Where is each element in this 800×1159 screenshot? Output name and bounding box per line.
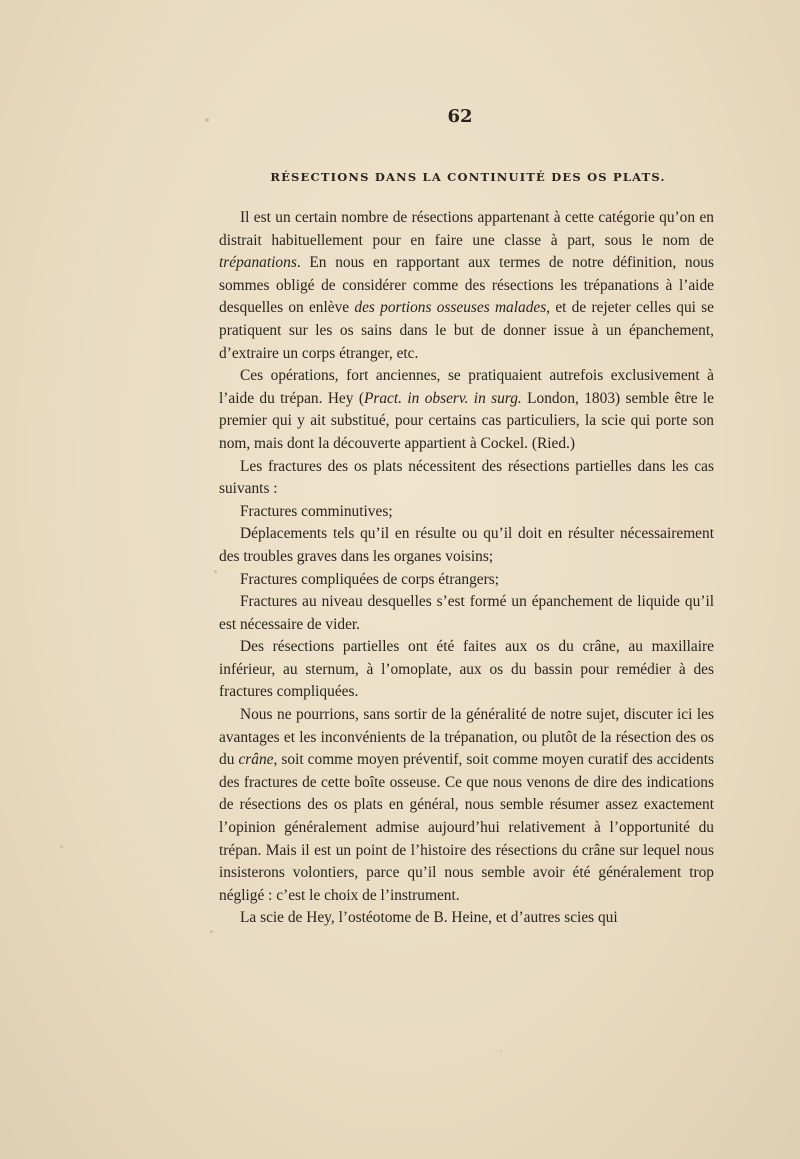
- paragraph: [219, 704, 714, 907]
- italic-text: crâne: [238, 751, 274, 769]
- italic-text: trépanations: [219, 254, 297, 272]
- paragraph: [219, 907, 714, 930]
- text-run: , soit comme moyen préventif, soit comme moyen curatif des accidents des fractures de cette boîte osseuse. Ce que nous venons de dire des indications de résections des os plats en général, nous semble résumer assez exactement l’opinion généralement admise aujourd’hui relativement à l’opportunité du trépan. Mais il est un point de l’histoire des résections du crâne sur lequel nous insisterons volontiers, parce qu’il nous semble avoir été généralement trop négligé : c’est le choix de l’instrument.: [219, 751, 714, 904]
- paragraph: [219, 636, 714, 704]
- page-number: 62: [447, 106, 473, 127]
- paragraph: [219, 207, 714, 365]
- text-run: Fractures compliquées de corps étrangers;: [240, 570, 499, 588]
- text-run: Il est un certain nombre de résections appartenant à cette catégorie qu’on en distrait habituellement pour en faire une classe à part, sous le nom de: [219, 209, 714, 249]
- text-run: , et de rejeter celles qui se pratiquent sur les os sains dans le but de donner issue à un épanchement, d’extraire un corps étranger, etc.: [219, 299, 714, 362]
- italic-text: des portions osseuses malades: [354, 299, 547, 317]
- text-run: Les fractures des os plats nécessitent des résections partielles dans les cas suivants :: [219, 457, 714, 498]
- text-run: Nous ne pourrions, sans sortir de la généralité de notre sujet, discuter ici les avantages et les inconvénients de la trépanation, ou plutôt de la résection des os du: [219, 706, 714, 769]
- text-run: . En nous en rapportant aux termes de notre définition, nous sommes obligé de considérer comme des résections les trépanations à l’aide desquelles on enlève: [219, 254, 714, 317]
- paragraph: [219, 591, 714, 636]
- paragraph: [219, 569, 714, 592]
- paragraph: [219, 365, 714, 455]
- italic-text: Pract. in observ. in surg.: [363, 389, 522, 407]
- text-run: La scie de Hey, l’ostéotome de B. Heine, et d’autres scies qui: [240, 909, 618, 927]
- text-run: Déplacements tels qu’il en résulte ou qu’il doit en résulter nécessairement des troubles graves dans les organes voisins;: [219, 525, 714, 565]
- paragraph: [219, 456, 714, 501]
- text-run: Fractures comminutives;: [240, 502, 393, 520]
- text-run: Fractures au niveau desquelles s’est formé un épanchement de liquide qu’il est nécessaire de vider.: [219, 593, 714, 633]
- body-text: [219, 207, 714, 930]
- paragraph: [219, 523, 714, 568]
- paragraph: [219, 501, 714, 524]
- text-run: London, 1803) semble être le premier qui y ait substitué, pour certains cas particuliers, la scie qui porte son nom, mais dont la découverte appartient à Cockel. (Ried.): [219, 389, 714, 452]
- section-title: RÉSECTIONS DANS LA CONTINUITÉ DES OS PLATS.: [270, 170, 666, 184]
- text-run: Ces opérations, fort anciennes, se pratiquaient autrefois exclusivement à l’aide du trépan. Hey (: [219, 367, 714, 407]
- text-run: Des résections partielles ont été faites aux os du crâne, au maxillaire inférieur, au sternum, à l’omoplate, aux os du bassin pour remédier à des fractures compliquées.: [219, 638, 714, 701]
